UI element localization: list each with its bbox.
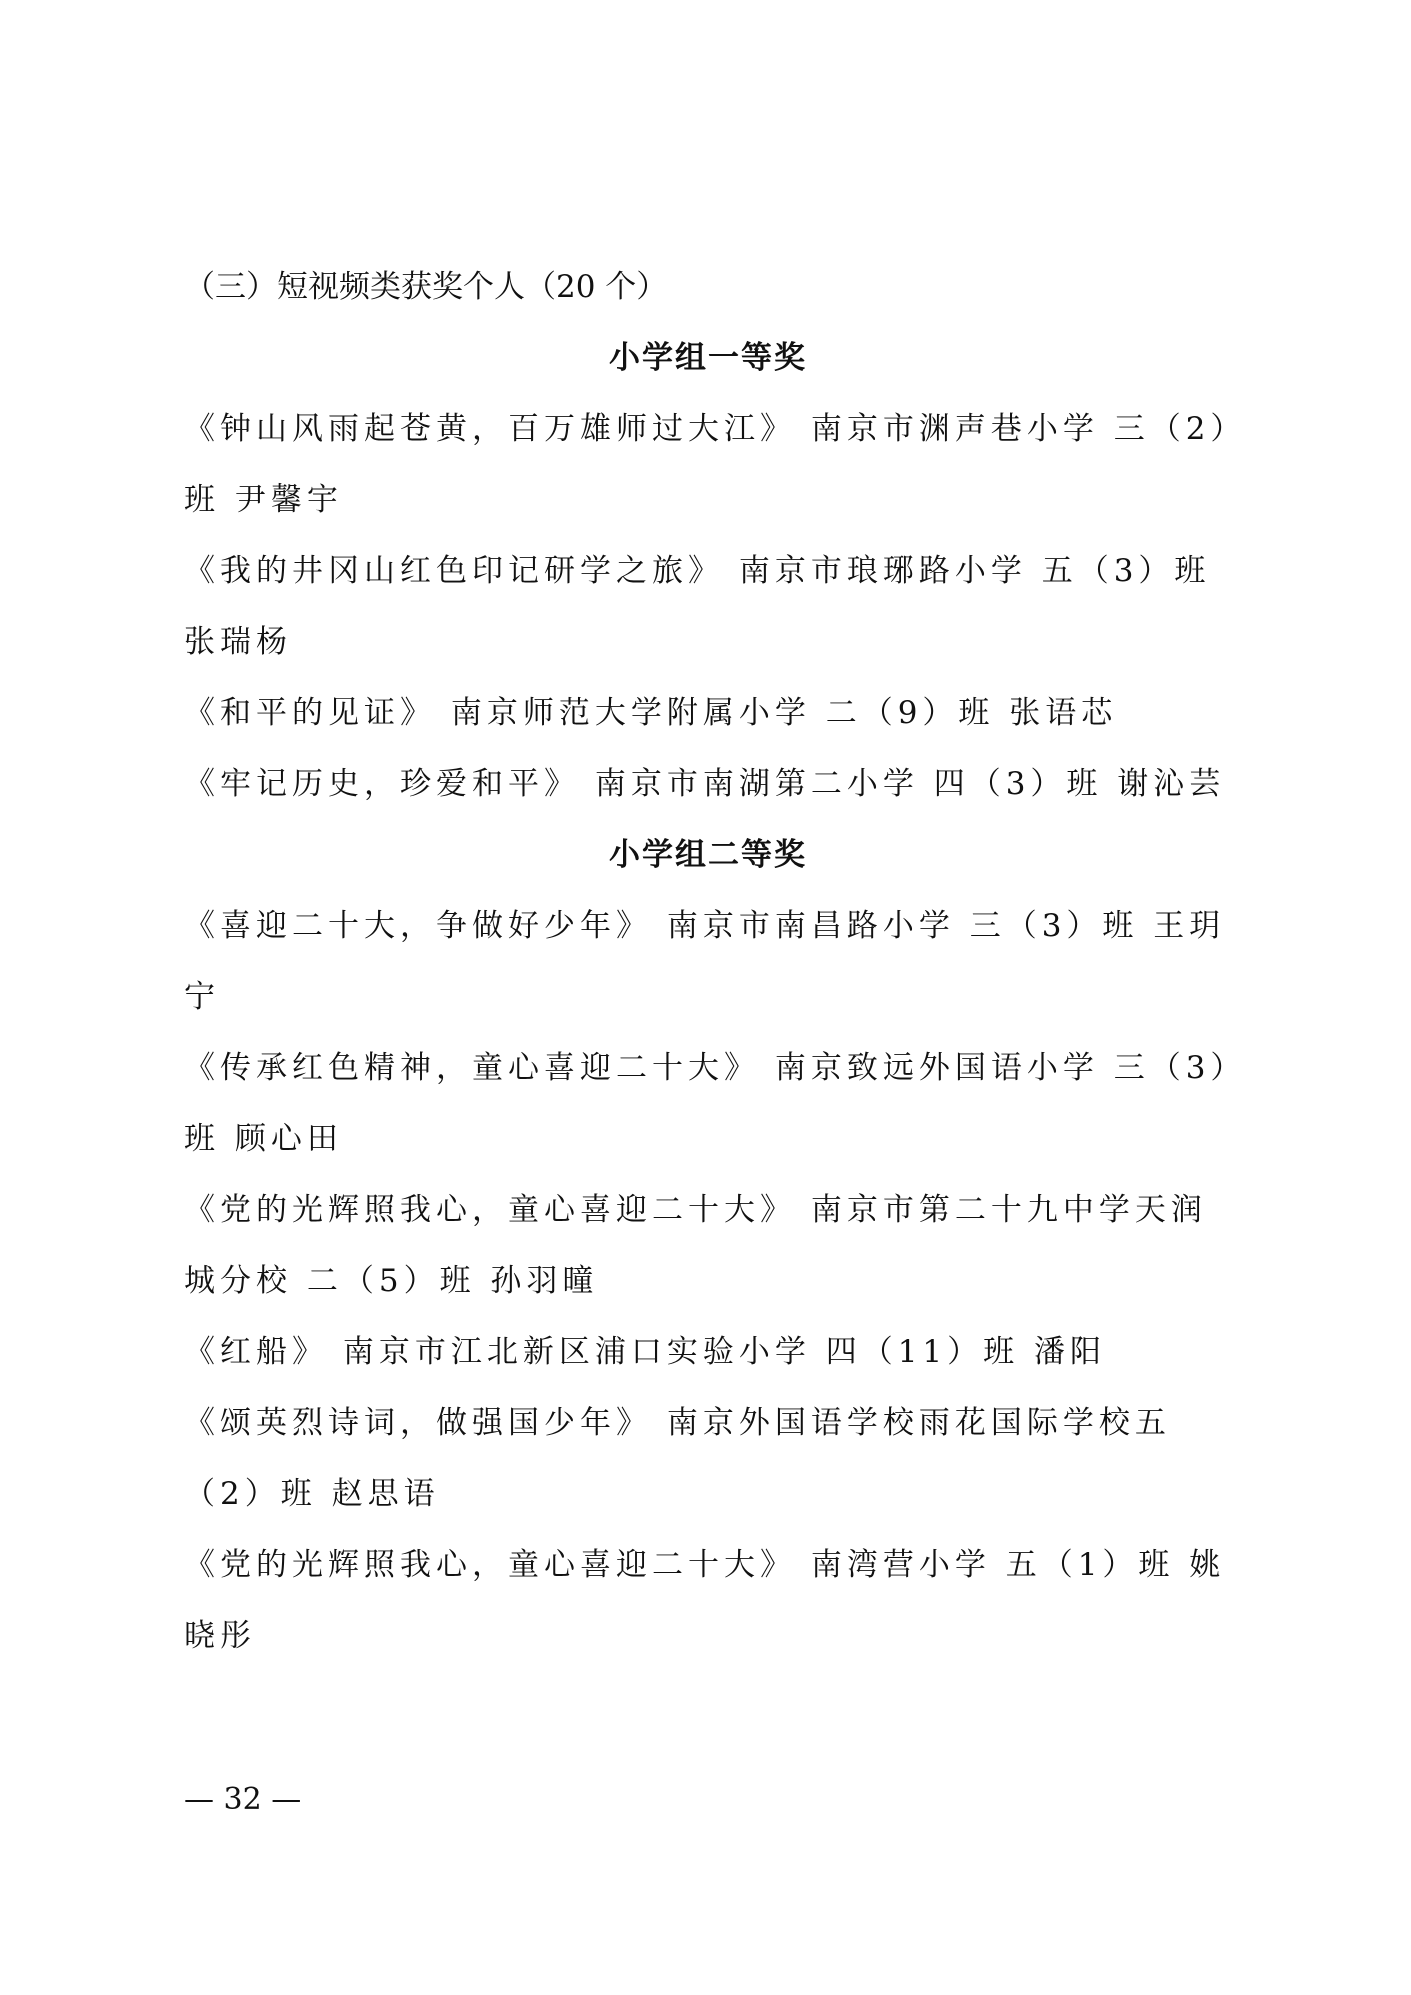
award-entry: 《党的光辉照我心，童心喜迎二十大》 南京市第二十九中学天润城分校 二（5）班 孙羽曈 [184, 1192, 1207, 1299]
document-body [184, 252, 1232, 1672]
award-entry: 《喜迎二十大，争做好少年》 南京市南昌路小学 三（3）班 王玥宁 [184, 908, 1226, 1015]
award-entry: 《和平的见证》 南京师范大学附属小学 二（9）班 张语芯 [184, 695, 1118, 731]
award-entry: 《传承红色精神，童心喜迎二十大》 南京致远外国语小学 三（3）班 顾心田 [184, 1050, 1231, 1157]
award-entry: 《党的光辉照我心，童心喜迎二十大》 南湾营小学 五（1）班 姚晓彤 [184, 1547, 1226, 1654]
award-group-first-prize [184, 323, 1232, 820]
award-entry: 《颂英烈诗词，做强国少年》 南京外国语学校雨花国际学校五（2）班 赵思语 [184, 1405, 1171, 1512]
award-group-second-prize [184, 820, 1232, 1672]
group-heading: 小学组二等奖 [609, 837, 807, 873]
group-heading: 小学组一等奖 [609, 340, 807, 376]
award-entry: 《牢记历史，珍爱和平》 南京市南湖第二小学 四（3）班 谢沁芸 [184, 766, 1226, 802]
page-number: — 32 — [184, 1782, 302, 1817]
award-entry: 《钟山风雨起苍黄，百万雄师过大江》 南京市渊声巷小学 三（2）班 尹馨宇 [184, 411, 1231, 518]
section-title: （三）短视频类获奖个人（20 个） [184, 269, 668, 305]
award-entry: 《我的井冈山红色印记研学之旅》 南京市琅琊路小学 五（3）班 张瑞杨 [184, 553, 1211, 660]
award-entry: 《红船》 南京市江北新区浦口实验小学 四（11）班 潘阳 [184, 1334, 1107, 1370]
